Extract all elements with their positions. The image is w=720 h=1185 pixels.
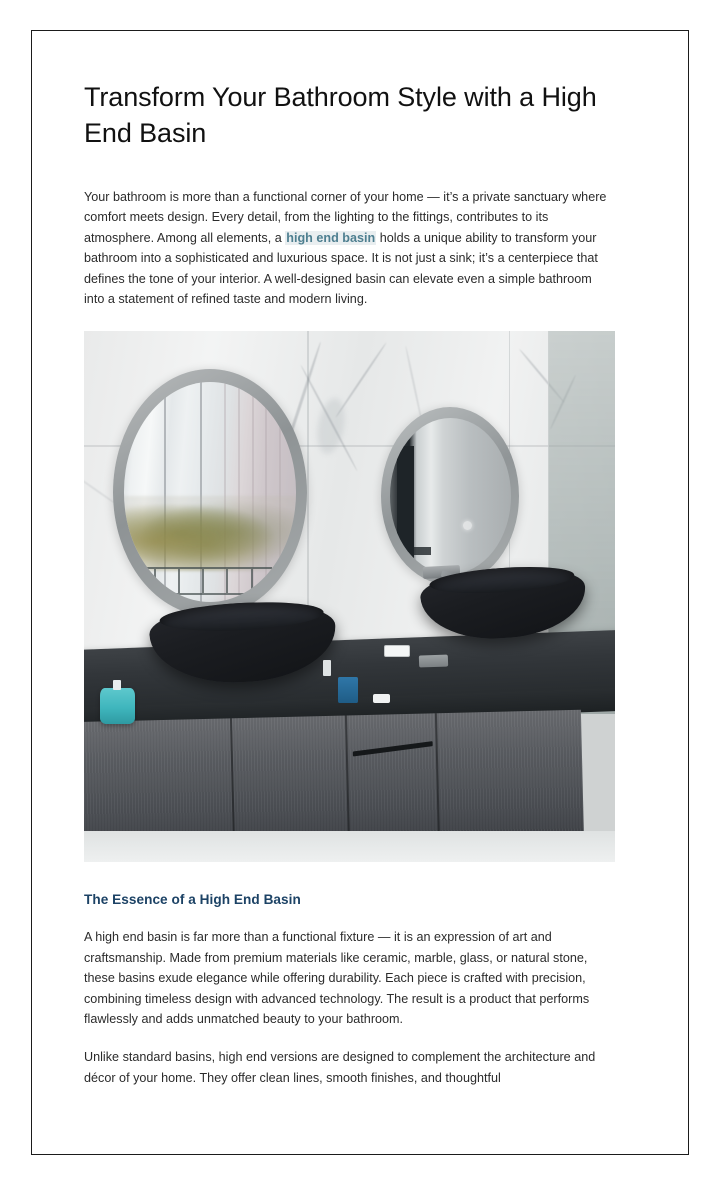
- section-heading-essence: The Essence of a High End Basin: [84, 892, 301, 908]
- foliage-reflection: [124, 496, 297, 571]
- balcony-railing-reflection: [138, 567, 273, 595]
- doorway-reflection: [390, 418, 511, 575]
- cabinet-seam: [345, 715, 350, 848]
- document-content: [84, 79, 615, 1088]
- cabinet-seam: [435, 713, 440, 846]
- round-mirror-large: [113, 369, 307, 616]
- soap-dispenser: [100, 688, 135, 724]
- spacer-heading: [84, 910, 615, 927]
- body-paragraph-3: Unlike standard basins, high end versions are designed to complement the architecture and décor of your home. They offer clean lines, smooth finishes, and thoughtful: [84, 1050, 596, 1085]
- mirror-touch-button: [463, 521, 472, 530]
- drawer-handle: [353, 741, 433, 756]
- marble-vein: [84, 475, 117, 505]
- dark-door-reflection: [397, 446, 414, 562]
- intro-paragraph-part-1: Your bathroom is more than a functional corner of your home — it’s a private sanctuary where comfort meets design. Every detail, from the lighting to the fittings, contributes to its atmosphere. Among all elements, a: [84, 190, 607, 245]
- intro-paragraph-part-2: holds a unique ability to transform your bathroom into a sophisticated and luxurious space. It is not just a sink; it’s a centerpiece that defines the tone of your interior. A well-designed basin can elevate even a simple bathroom into a statement of refined taste and modern living.: [84, 230, 598, 307]
- bathroom-photo: [84, 331, 615, 862]
- high-end-basin-link[interactable]: high end basin: [286, 230, 376, 245]
- document-page: [31, 30, 689, 1155]
- spacer-before-figure: [84, 309, 615, 331]
- round-mirror-small: [381, 407, 519, 585]
- countertop-accessory: [373, 694, 390, 704]
- window-reflection: [124, 382, 297, 602]
- spacer-paragraph: [84, 1029, 615, 1047]
- intro-paragraph: [84, 187, 615, 309]
- marble-vein: [405, 345, 424, 424]
- mirror-glass: [390, 418, 511, 575]
- faucet-control-lever: [418, 655, 448, 668]
- toiletry-tube: [323, 660, 331, 676]
- toothbrush-cup: [338, 677, 358, 704]
- window-sill-reflection: [395, 547, 431, 555]
- mirror-glass: [124, 382, 297, 602]
- spacer-after-figure: [84, 862, 615, 890]
- bathroom-floor: [84, 831, 615, 863]
- bathroom-photo-illustration: [84, 331, 615, 862]
- soap-dispenser-pump: [113, 680, 121, 690]
- page-title: Transform Your Bathroom Style with a High End Basin: [84, 82, 597, 148]
- body-paragraph-2: A high end basin is far more than a functional fixture — it is an expression of art and craftsmanship. Made from premium materials like ceramic, marble, glass, or natural stone, these basins exude elegance while offering durability. Each piece is crafted with precision, combining timeless design with advanced technology. The result is a product that performs flawlessly and adds unmatched beauty to your bathroom.: [84, 930, 590, 1027]
- wall-outlet: [384, 645, 410, 658]
